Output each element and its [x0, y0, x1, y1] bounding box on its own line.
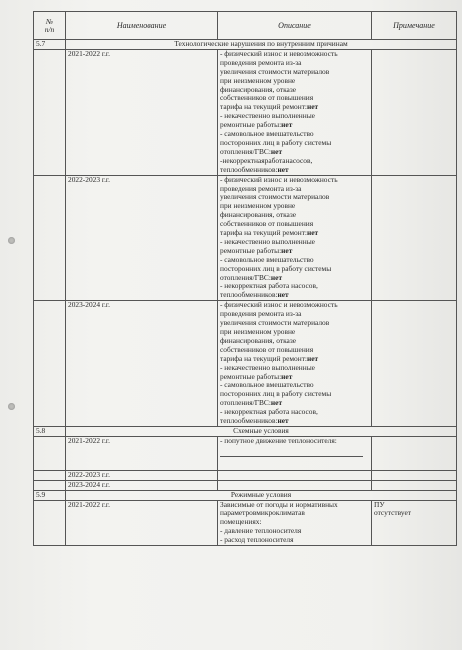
section-row: [34, 40, 457, 50]
table-row: [34, 480, 457, 490]
section-title: Схемные условия: [66, 426, 457, 436]
table-row: [34, 470, 457, 480]
punch-hole-icon: [8, 403, 15, 410]
blank-line: [220, 446, 363, 457]
section-number: 5.7: [34, 40, 66, 50]
header-name: Наименование: [66, 12, 218, 40]
description-cell: - физический износ и невозможность проведения ремонта из-за увеличения стоимости материалов при неизменном уровне финансирования, отказе собственников от повышения тарифа на текущий ремонт:нет - некачественно выполненные ремонтные работы:нет - самовольное вмешательство посторонних лиц в работу системы отопления/ГВС:нет - некорректная работа насосов, теплообменников:нет: [218, 175, 372, 301]
year-cell: 2022-2023 г.г.: [66, 470, 218, 480]
table-header-row: [34, 12, 457, 40]
report-table: [33, 11, 456, 546]
section-row: [34, 426, 457, 436]
section-number: 5.8: [34, 426, 66, 436]
header-number: № п/п: [34, 12, 66, 40]
section-title: Технологические нарушения по внутренним причинам: [66, 40, 457, 50]
table-row: [34, 301, 457, 427]
note-cell: ПУ отсутствует: [372, 500, 457, 546]
description-cell: Зависимые от погоды и нормативных параметровмикроклиматав помещениях: - давление теплоносителя - расход теплоносителя: [218, 500, 372, 546]
header-note: Примечание: [372, 12, 457, 40]
table-row: [34, 500, 457, 546]
year-cell: 2022-2023 г.г.: [66, 175, 218, 301]
year-cell: 2023-2024 г.г.: [66, 301, 218, 427]
header-description: Описание: [218, 12, 372, 40]
table-row: [34, 49, 457, 175]
year-cell: 2021-2022 г.г.: [66, 436, 218, 470]
description-cell: - физический износ и невозможность проведения ремонта из-за увеличения стоимости материалов при неизменном уровне финансирования, отказе собственников от повышения тарифа на текущий ремонт:нет - некачественно выполненные ремонтные работы:нет - самовольное вмешательство посторонних лиц в работу системы отопления/ГВС:нет -некорректнаяработанасосов, теплообменников:нет: [218, 49, 372, 175]
year-cell: 2021-2022 г.г.: [66, 49, 218, 175]
table-row: [34, 175, 457, 301]
year-cell: 2021-2022 г.г.: [66, 500, 218, 546]
table-row: [34, 436, 457, 470]
description-cell: - физический износ и невозможность проведения ремонта из-за увеличения стоимости материалов при неизменном уровне финансирования, отказе собственников от повышения тарифа на текущий ремонт:нет - некачественно выполненные ремонтные работы:нет - самовольное вмешательство посторонних лиц в работу системы отопления/ГВС:нет - некорректная работа насосов, теплообменников:нет: [218, 301, 372, 427]
section-row: [34, 490, 457, 500]
section-number: 5.9: [34, 490, 66, 500]
description-cell: - попутное движение теплоносителя:: [218, 436, 372, 470]
punch-hole-icon: [8, 237, 15, 244]
section-title: Режимные условия: [66, 490, 457, 500]
year-cell: 2023-2024 г.г.: [66, 480, 218, 490]
